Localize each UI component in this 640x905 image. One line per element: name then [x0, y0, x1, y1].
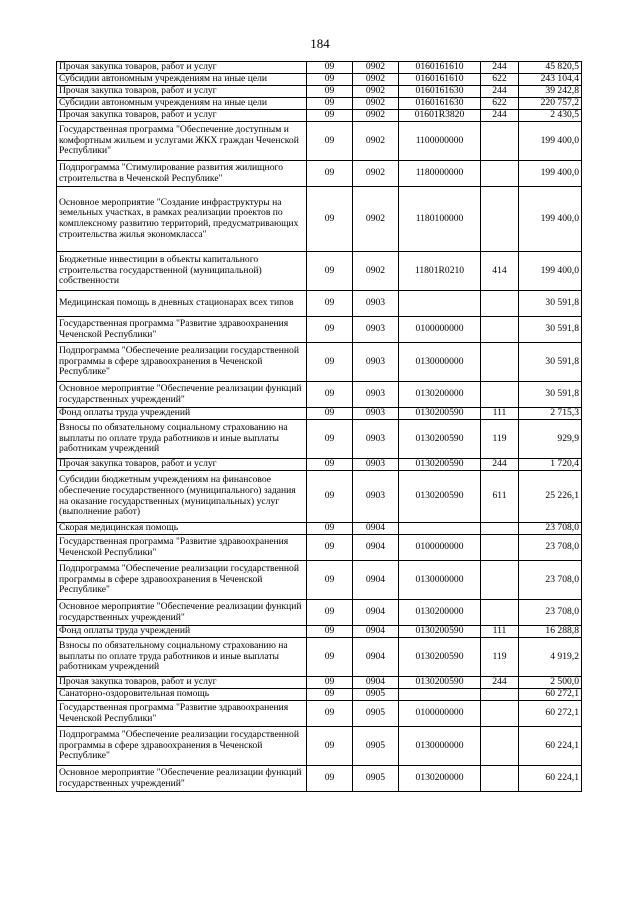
row-target-article: 0130200590 — [399, 638, 481, 677]
row-target-article: 0130000000 — [399, 343, 481, 382]
table-row — [57, 74, 582, 86]
table-row — [57, 161, 582, 187]
row-section: 09 — [307, 420, 353, 459]
table-row — [57, 600, 582, 626]
row-subsection: 0903 — [353, 317, 399, 343]
row-expense-type — [481, 523, 519, 535]
row-name: Санаторно-оздоровительная помощь — [57, 689, 307, 701]
row-amount: 30 591,8 — [519, 343, 582, 382]
row-target-article: 0160161610 — [399, 62, 481, 74]
table-row — [57, 420, 582, 459]
row-name: Основное мероприятие "Обеспечение реализации функций государственных учреждений" — [57, 600, 307, 626]
row-name: Прочая закупка товаров, работ и услуг — [57, 459, 307, 471]
row-section: 09 — [307, 161, 353, 187]
row-amount: 2 500,0 — [519, 677, 582, 689]
table-row — [57, 408, 582, 420]
row-amount: 23 708,0 — [519, 600, 582, 626]
row-target-article: 0130200590 — [399, 626, 481, 638]
row-subsection: 0902 — [353, 161, 399, 187]
row-subsection: 0903 — [353, 420, 399, 459]
row-name: Бюджетные инвестиции в объекты капитального строительства государственной (муниципальной) собственности — [57, 252, 307, 291]
row-name: Подпрограмма "Обеспечение реализации государственной программы в сфере здравоохранения в Чеченской Республике" — [57, 727, 307, 766]
row-name: Субсидии автономным учреждениям на иные цели — [57, 74, 307, 86]
row-target-article: 0160161630 — [399, 98, 481, 110]
row-subsection: 0904 — [353, 523, 399, 535]
row-target-article: 0130200590 — [399, 459, 481, 471]
row-expense-type: 244 — [481, 62, 519, 74]
row-subsection: 0905 — [353, 689, 399, 701]
row-target-article: 0160161630 — [399, 86, 481, 98]
row-section: 09 — [307, 382, 353, 408]
row-expense-type — [481, 382, 519, 408]
row-amount: 199 400,0 — [519, 252, 582, 291]
row-amount: 16 288,8 — [519, 626, 582, 638]
row-subsection: 0904 — [353, 677, 399, 689]
row-subsection: 0902 — [353, 98, 399, 110]
row-name: Фонд оплаты труда учреждений — [57, 408, 307, 420]
row-amount: 199 400,0 — [519, 187, 582, 252]
row-target-article — [399, 689, 481, 701]
row-section: 09 — [307, 252, 353, 291]
row-amount: 199 400,0 — [519, 122, 582, 161]
row-name: Государственная программа "Развитие здравоохранения Чеченской Республики" — [57, 535, 307, 561]
row-target-article: 0130000000 — [399, 727, 481, 766]
row-subsection: 0903 — [353, 471, 399, 523]
row-amount: 45 820,5 — [519, 62, 582, 74]
row-target-article: 0160161610 — [399, 74, 481, 86]
row-target-article — [399, 291, 481, 317]
row-name: Основное мероприятие "Обеспечение реализации функций государственных учреждений" — [57, 766, 307, 792]
row-expense-type: 244 — [481, 110, 519, 122]
row-expense-type — [481, 766, 519, 792]
table-row — [57, 689, 582, 701]
page-number: 184 — [310, 36, 330, 51]
row-section: 09 — [307, 600, 353, 626]
row-section: 09 — [307, 98, 353, 110]
table-row — [57, 638, 582, 677]
row-expense-type — [481, 317, 519, 343]
row-expense-type — [481, 535, 519, 561]
row-name: Субсидии автономным учреждениям на иные цели — [57, 98, 307, 110]
row-subsection: 0903 — [353, 382, 399, 408]
row-subsection: 0904 — [353, 626, 399, 638]
row-amount: 30 591,8 — [519, 291, 582, 317]
row-target-article — [399, 523, 481, 535]
row-name: Прочая закупка товаров, работ и услуг — [57, 677, 307, 689]
row-target-article: 1180100000 — [399, 187, 481, 252]
table-row — [57, 459, 582, 471]
row-expense-type — [481, 701, 519, 727]
row-amount: 1 720,4 — [519, 459, 582, 471]
row-expense-type: 622 — [481, 74, 519, 86]
table-row — [57, 86, 582, 98]
row-target-article: 1100000000 — [399, 122, 481, 161]
row-subsection: 0903 — [353, 291, 399, 317]
row-target-article: 0130200590 — [399, 677, 481, 689]
row-amount: 60 272,1 — [519, 689, 582, 701]
row-section: 09 — [307, 122, 353, 161]
row-name: Взносы по обязательному социальному страхованию на выплаты по оплате труда работников и иные выплаты работникам учреждений — [57, 638, 307, 677]
row-subsection: 0902 — [353, 62, 399, 74]
row-expense-type — [481, 291, 519, 317]
row-subsection: 0902 — [353, 122, 399, 161]
row-subsection: 0902 — [353, 252, 399, 291]
table-row — [57, 766, 582, 792]
table-row — [57, 701, 582, 727]
row-section: 09 — [307, 523, 353, 535]
row-expense-type: 244 — [481, 677, 519, 689]
row-name: Подпрограмма "Обеспечение реализации государственной программы в сфере здравоохранения в Чеченской Республике" — [57, 561, 307, 600]
row-subsection: 0904 — [353, 535, 399, 561]
table-row — [57, 110, 582, 122]
row-subsection: 0903 — [353, 459, 399, 471]
row-amount: 243 104,4 — [519, 74, 582, 86]
row-amount: 30 591,8 — [519, 317, 582, 343]
row-expense-type: 622 — [481, 98, 519, 110]
row-section: 09 — [307, 317, 353, 343]
row-section: 09 — [307, 62, 353, 74]
row-expense-type: 119 — [481, 638, 519, 677]
table-row — [57, 62, 582, 74]
row-expense-type: 111 — [481, 626, 519, 638]
row-subsection: 0903 — [353, 343, 399, 382]
row-expense-type — [481, 343, 519, 382]
row-section: 09 — [307, 74, 353, 86]
table-row — [57, 317, 582, 343]
row-expense-type: 111 — [481, 408, 519, 420]
row-section: 09 — [307, 187, 353, 252]
row-target-article: 0130200590 — [399, 420, 481, 459]
row-expense-type: 611 — [481, 471, 519, 523]
row-target-article: 0100000000 — [399, 535, 481, 561]
row-amount: 2 430,5 — [519, 110, 582, 122]
row-expense-type — [481, 689, 519, 701]
row-section: 09 — [307, 291, 353, 317]
row-expense-type — [481, 187, 519, 252]
row-subsection: 0904 — [353, 600, 399, 626]
row-amount: 929,9 — [519, 420, 582, 459]
row-subsection: 0902 — [353, 110, 399, 122]
table-row — [57, 677, 582, 689]
row-section: 09 — [307, 86, 353, 98]
table-row — [57, 98, 582, 110]
row-subsection: 0902 — [353, 86, 399, 98]
row-amount: 23 708,0 — [519, 561, 582, 600]
row-target-article: 0130200590 — [399, 471, 481, 523]
table-row — [57, 252, 582, 291]
row-name: Основное мероприятие "Обеспечение реализации функций государственных учреждений" — [57, 382, 307, 408]
row-expense-type — [481, 600, 519, 626]
row-subsection: 0904 — [353, 561, 399, 600]
row-amount: 60 224,1 — [519, 727, 582, 766]
row-expense-type: 414 — [481, 252, 519, 291]
row-section: 09 — [307, 677, 353, 689]
row-amount: 25 226,1 — [519, 471, 582, 523]
row-expense-type: 244 — [481, 86, 519, 98]
table-row — [57, 471, 582, 523]
row-section: 09 — [307, 110, 353, 122]
row-subsection: 0905 — [353, 727, 399, 766]
row-name: Прочая закупка товаров, работ и услуг — [57, 86, 307, 98]
row-target-article: 0130200000 — [399, 600, 481, 626]
row-target-article: 0100000000 — [399, 701, 481, 727]
row-section: 09 — [307, 689, 353, 701]
row-amount: 2 715,3 — [519, 408, 582, 420]
row-section: 09 — [307, 471, 353, 523]
row-section: 09 — [307, 535, 353, 561]
table-row — [57, 343, 582, 382]
row-amount: 60 224,1 — [519, 766, 582, 792]
row-subsection: 0905 — [353, 701, 399, 727]
row-target-article: 11801R0210 — [399, 252, 481, 291]
row-name: Подпрограмма "Стимулирование развития жилищного строительства в Чеченской Республике" — [57, 161, 307, 187]
table-row — [57, 291, 582, 317]
row-name: Субсидии бюджетным учреждениям на финансовое обеспечение государственного (муниципального) задания на оказание государственных (муниципальных) услуг (выполнение работ) — [57, 471, 307, 523]
row-expense-type: 119 — [481, 420, 519, 459]
row-subsection: 0903 — [353, 408, 399, 420]
row-expense-type — [481, 727, 519, 766]
row-amount: 30 591,8 — [519, 382, 582, 408]
row-expense-type: 244 — [481, 459, 519, 471]
row-amount: 60 272,1 — [519, 701, 582, 727]
budget-table — [56, 61, 582, 792]
row-amount: 199 400,0 — [519, 161, 582, 187]
row-subsection: 0904 — [353, 638, 399, 677]
row-name: Государственная программа "Развитие здравоохранения Чеченской Республики" — [57, 701, 307, 727]
row-name: Государственная программа "Обеспечение доступным и комфортным жильем и услугами ЖКХ граждан Чеченской Республики" — [57, 122, 307, 161]
row-target-article: 0100000000 — [399, 317, 481, 343]
row-target-article: 1180000000 — [399, 161, 481, 187]
row-target-article: 0130200000 — [399, 766, 481, 792]
row-amount: 23 708,0 — [519, 535, 582, 561]
row-section: 09 — [307, 561, 353, 600]
table-row — [57, 626, 582, 638]
row-amount: 220 757,2 — [519, 98, 582, 110]
table-row — [57, 727, 582, 766]
row-section: 09 — [307, 638, 353, 677]
row-section: 09 — [307, 626, 353, 638]
row-name: Взносы по обязательному социальному страхованию на выплаты по оплате труда работников и иные выплаты работникам учреждений — [57, 420, 307, 459]
row-section: 09 — [307, 408, 353, 420]
table-row — [57, 187, 582, 252]
row-name: Прочая закупка товаров, работ и услуг — [57, 110, 307, 122]
row-section: 09 — [307, 766, 353, 792]
row-amount: 23 708,0 — [519, 523, 582, 535]
row-expense-type — [481, 122, 519, 161]
table-row — [57, 535, 582, 561]
table-body — [57, 62, 582, 792]
row-amount: 4 919,2 — [519, 638, 582, 677]
row-name: Скорая медицинская помощь — [57, 523, 307, 535]
row-name: Медицинская помощь в дневных стационарах всех типов — [57, 291, 307, 317]
row-target-article: 0130000000 — [399, 561, 481, 600]
row-target-article: 01601R3820 — [399, 110, 481, 122]
table-row — [57, 382, 582, 408]
row-amount: 39 242,8 — [519, 86, 582, 98]
row-section: 09 — [307, 701, 353, 727]
row-name: Подпрограмма "Обеспечение реализации государственной программы в сфере здравоохранения в Чеченской Республике" — [57, 343, 307, 382]
table-row — [57, 523, 582, 535]
row-section: 09 — [307, 727, 353, 766]
row-name: Прочая закупка товаров, работ и услуг — [57, 62, 307, 74]
table-row — [57, 561, 582, 600]
row-expense-type — [481, 561, 519, 600]
table-row — [57, 122, 582, 161]
row-section: 09 — [307, 459, 353, 471]
row-subsection: 0902 — [353, 74, 399, 86]
row-section: 09 — [307, 343, 353, 382]
row-target-article: 0130200000 — [399, 382, 481, 408]
row-expense-type — [481, 161, 519, 187]
row-name: Государственная программа "Развитие здравоохранения Чеченской Республики" — [57, 317, 307, 343]
row-target-article: 0130200590 — [399, 408, 481, 420]
row-subsection: 0902 — [353, 187, 399, 252]
row-name: Фонд оплаты труда учреждений — [57, 626, 307, 638]
row-subsection: 0905 — [353, 766, 399, 792]
row-name: Основное мероприятие "Создание инфраструктуры на земельных участках, в рамках реализации проектов по комплексному развитию территорий, предусматривающих строительства жилья экономкласса" — [57, 187, 307, 252]
